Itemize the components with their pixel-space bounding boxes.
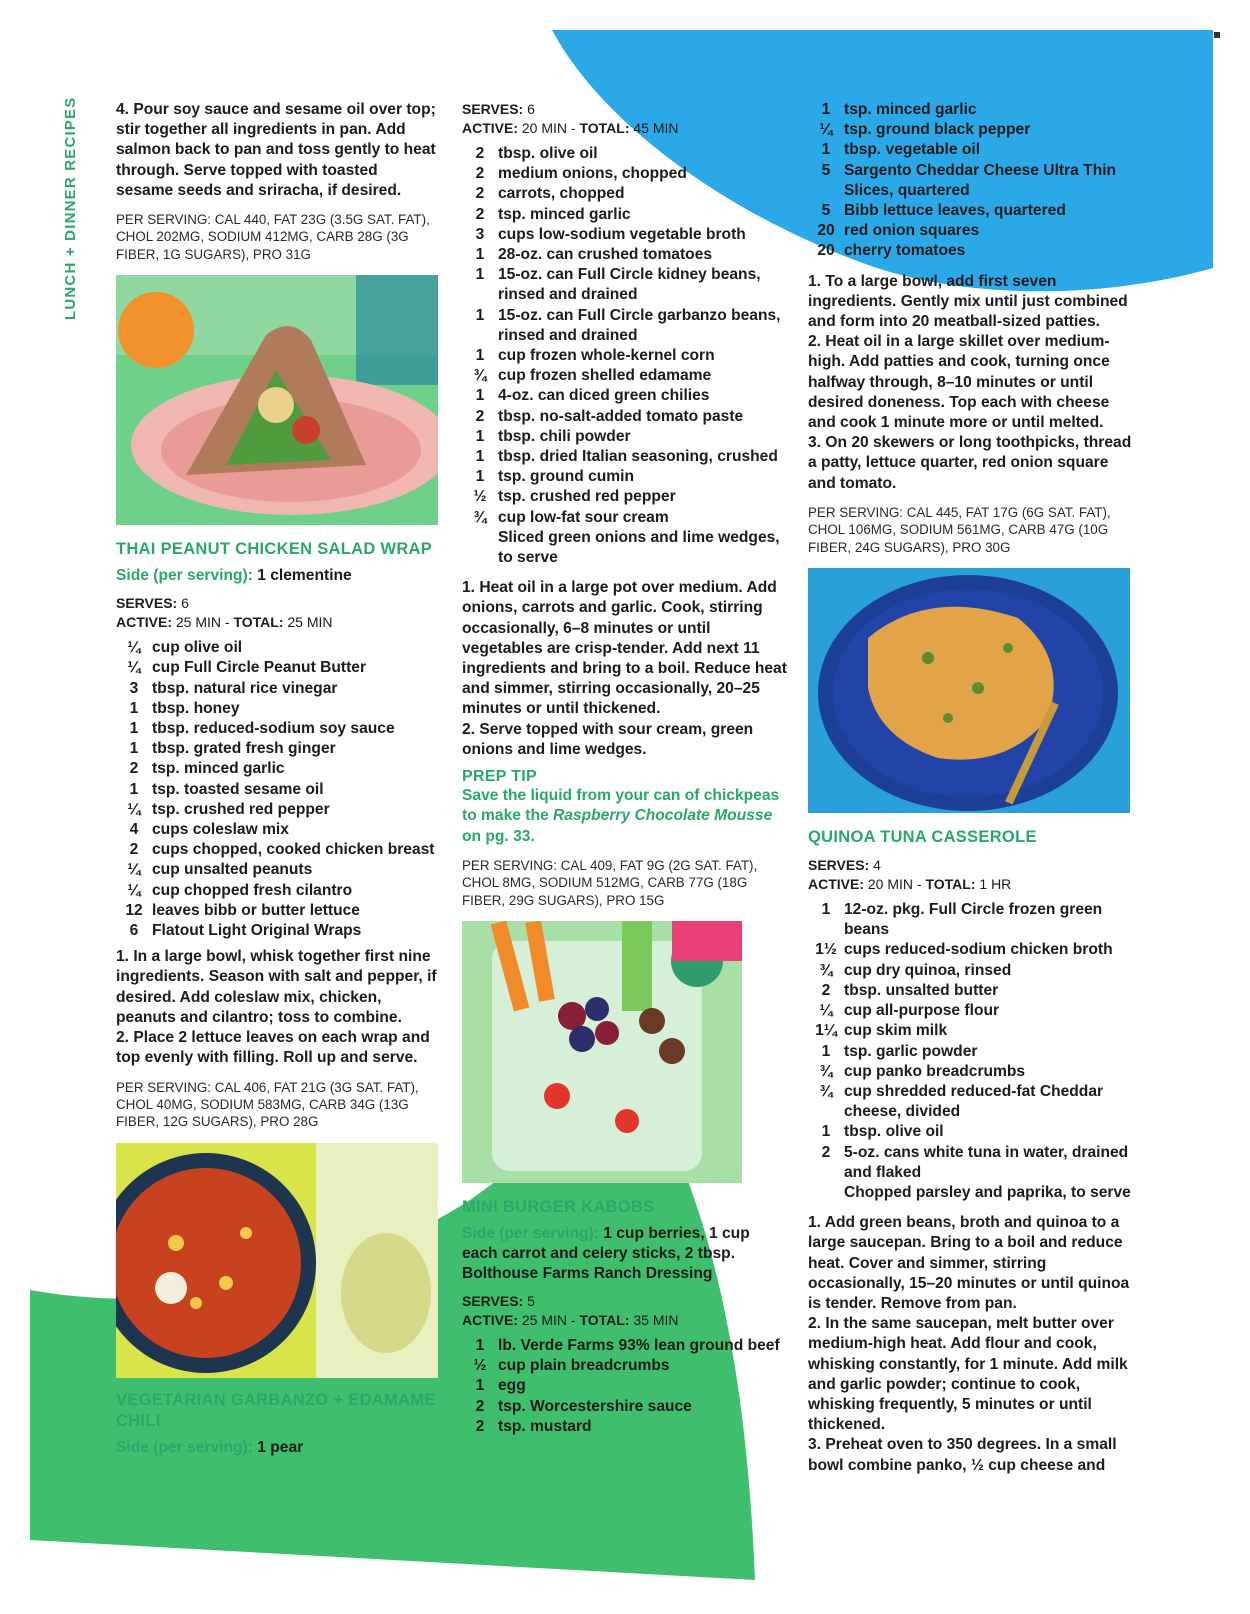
chili-ingredients [462, 144, 788, 568]
ingredient: 1 cup frozen whole-kernel corn [475, 347, 715, 365]
ingredient: 2 medium onions, chopped [475, 165, 687, 183]
ingredient: 5 Sargento Cheddar Cheese Ultra Thin Slices, quartered [821, 161, 1117, 199]
casserole-ingredients [808, 900, 1138, 1203]
ingredient: ¾ cup low-fat sour cream [473, 508, 669, 526]
ingredient: Chopped parsley and paprika, to serve [844, 1183, 1131, 1201]
kabobs-title: MINI BURGER KABOBS [462, 1197, 655, 1216]
ingredient: ¼ tsp. ground black pepper [819, 121, 1031, 139]
ingredient: 20 red onion squares [817, 222, 980, 240]
ingredient: 1½ cups reduced-sodium chicken broth [815, 941, 1113, 959]
wrap-nutrition: PER SERVING: CAL 406, FAT 21G (3G SAT. FAT), CHOL 40MG, SODIUM 583MG, CARB 34G (13G FIBER, 12G SUGARS), PRO 28G [116, 1079, 419, 1130]
ingredient: 1 tsp. garlic powder [821, 1042, 978, 1060]
wrap-title: THAI PEANUT CHICKEN SALAD WRAP [116, 540, 433, 559]
ingredient: 1 egg [475, 1377, 526, 1395]
ingredient: ¾ cup dry quinoa, rinsed [819, 961, 1012, 979]
ingredient: 1 15-oz. can Full Circle kidney beans, rinsed and drained [475, 266, 761, 304]
kabobs-photo [462, 921, 742, 1183]
ingredient: 2 tsp. Worcestershire sauce [475, 1397, 692, 1415]
ingredient: 1 tbsp. chili powder [475, 427, 631, 445]
step: 1. Add green beans, broth and quinoa to a large saucepan. Bring to a boil and reduce heat. Cover and simmer, stirring occasionally, 15–20 minutes or until quinoa is tender. Remove from pan. [808, 1214, 1130, 1312]
wrap-photo [116, 275, 438, 525]
casserole-photo [808, 568, 1130, 813]
step: 1. Heat oil in a large pot over medium. Add onions, carrots and garlic. Cook, stirring occasionally, 6–8 minutes or until vegetables are crisp-tender. Add next 11 ingredients and bring to a boil. Reduce heat and simmer, stirring occasionally, 20–25 minutes or until thickened. [462, 579, 787, 718]
step: 3. Preheat oven to 350 degrees. In a small bowl combine panko, ½ cup cheese and [808, 1436, 1117, 1474]
kabobs-side: Side (per serving): 1 cup berries, 1 cup each carrot and celery sticks, 2 tbsp. Bolthouse Farms Ranch Dressing [462, 1224, 750, 1282]
ingredient: 5 Bibb lettuce leaves, quartered [821, 202, 1066, 220]
ingredient: ¼ cup Full Circle Peanut Butter [127, 659, 367, 677]
wrap-meta: SERVES: 6 ACTIVE: 25 MIN - TOTAL: 25 MIN [116, 595, 333, 631]
step: 1. In a large bowl, whisk together first nine ingredients. Season with salt and pepper, if desired. Add coleslaw mix, chicken, peanuts and cilantro; toss to combine. [116, 948, 437, 1026]
ingredient: 1¼ cup skim milk [815, 1022, 948, 1040]
ingredient: 20 cherry tomatoes [817, 242, 966, 260]
ingredient: 1 28-oz. can crushed tomatoes [475, 246, 713, 264]
prep-tip-text: Save the liquid from your can of chickpeas to make the Raspberry Chocolate Mousse on pg. 33. [462, 787, 780, 845]
ingredient: 6 Flatout Light Original Wraps [129, 922, 362, 940]
step: 2. Heat oil in a large skillet over medium-high. Add patties and cook, turning once halfway through, 8–10 minutes or until desired doneness. Top each with cheese and cook 1 minute more or until melted. [808, 333, 1110, 432]
chili-illustration [116, 1143, 438, 1378]
chili-photo [116, 1143, 438, 1378]
step: 2. Place 2 lettuce leaves on each wrap and top evenly with filling. Roll up and serve. [116, 1029, 430, 1067]
column-2 [462, 100, 788, 1437]
wrap-steps [116, 947, 438, 1068]
ingredient: ½ tsp. crushed red pepper [473, 488, 676, 506]
ingredient: 1 lb. Verde Farms 93% lean ground beef [475, 1336, 780, 1354]
intro-nutrition: PER SERVING: CAL 440, FAT 23G (3.5G SAT. FAT), CHOL 202MG, SODIUM 412MG, CARB 28G (3G FIBER, 1G SUGARS), PRO 31G [116, 212, 430, 262]
column-1 [116, 100, 438, 1458]
kabobs-nutrition: PER SERVING: CAL 445, FAT 17G (6G SAT. FAT), CHOL 106MG, SODIUM 561MG, CARB 47G (10G FIBER, 24G SUGARS), PRO 30G [808, 504, 1111, 555]
step: 3. On 20 skewers or long toothpicks, thread a patty, lettuce quarter, red onion square and tomato. [808, 434, 1132, 492]
casserole-steps [808, 1213, 1138, 1476]
ingredient: 1 12-oz. pkg. Full Circle frozen green beans [821, 901, 1103, 939]
ingredient: ¼ tsp. crushed red pepper [127, 800, 330, 818]
kabobs-ingredients-cont [808, 100, 1138, 262]
ingredient: 2 tbsp. olive oil [475, 145, 598, 162]
section-label: LUNCH + DINNER RECIPES [62, 96, 79, 320]
ingredient: 1 tbsp. honey [129, 699, 240, 717]
ingredient: 1 tsp. minced garlic [821, 101, 977, 118]
chili-meta: SERVES: 6 ACTIVE: 20 MIN - TOTAL: 45 MIN [462, 101, 679, 136]
prep-tip-title: PREP TIP [462, 768, 538, 786]
chili-nutrition: PER SERVING: CAL 409, FAT 9G (2G SAT. FAT), CHOL 8MG, SODIUM 512MG, CARB 77G (18G FIBER, 29G SUGARS), PRO 15G [462, 857, 758, 908]
ingredient: 2 tbsp. unsalted butter [821, 981, 999, 999]
ingredient: ¾ cup frozen shelled edamame [473, 367, 712, 385]
ingredient: ¼ cup all-purpose flour [819, 1002, 1000, 1020]
ingredient: 1 15-oz. can Full Circle garbanzo beans, rinsed and drained [475, 306, 781, 344]
ingredient: 1 tsp. ground cumin [475, 468, 635, 486]
ingredient: 3 cups low-sodium vegetable broth [475, 225, 746, 243]
ingredient: ¼ cup chopped fresh cilantro [127, 881, 353, 899]
ingredient: 1 4-oz. can diced green chilies [475, 387, 710, 405]
ingredient: ¾ cup shredded reduced-fat Cheddar cheese, divided [819, 1082, 1104, 1121]
kabobs-steps [808, 272, 1138, 494]
ingredient: ½ cup plain breadcrumbs [473, 1357, 670, 1375]
ingredient: ¼ cup unsalted peanuts [127, 861, 313, 879]
kabobs-meta: SERVES: 5 ACTIVE: 25 MIN - TOTAL: 35 MIN [462, 1292, 679, 1328]
ingredient: 1 tsp. toasted sesame oil [129, 780, 324, 798]
step: 2. Serve topped with sour cream, green onions and lime wedges. [462, 720, 754, 758]
intro-step: 4. Pour soy sauce and sesame oil over top; stir together all ingredients in pan. Add salmon back to pan and toss gently to heat through. Serve topped with toasted sesame seeds and sriracha, if desired. [116, 101, 436, 199]
ingredient: 2 cups chopped, cooked chicken breast [129, 841, 435, 859]
ingredient: 4 cups coleslaw mix [129, 821, 289, 839]
casserole-meta: SERVES: 4 ACTIVE: 20 MIN - TOTAL: 1 HR [808, 857, 1012, 893]
ingredient: 2 tbsp. no-salt-added tomato paste [475, 407, 744, 425]
ingredient: 2 tsp. minced garlic [129, 760, 285, 778]
ingredient: 3 tbsp. natural rice vinegar [129, 679, 338, 697]
mousse-link[interactable]: Raspberry Chocolate Mousse [553, 807, 773, 825]
wrap-side: Side (per serving): 1 clementine [116, 567, 352, 585]
wrap-illustration [116, 275, 438, 525]
ingredient: 2 carrots, chopped [475, 185, 625, 203]
step: 2. In the same saucepan, melt butter over medium-high heat. Add flour and cook, whisking constantly, for 1 minute. Add milk and garlic powder; continue to cook, whisking frequently, 5 minutes or until thickened. [808, 1315, 1128, 1434]
chili-steps [462, 578, 788, 760]
ingredient: 1 tbsp. vegetable oil [821, 141, 981, 159]
ingredient: 12 leaves bibb or butter lettuce [125, 901, 360, 919]
chili-side: Side (per serving): 1 pear [116, 1438, 304, 1456]
kabobs-ingredients [462, 1336, 788, 1437]
ingredient: 2 5-oz. cans white tuna in water, drained and flaked [821, 1143, 1129, 1181]
ingredient: ¾ cup panko breadcrumbs [819, 1062, 1026, 1080]
ingredient: ¼ cup olive oil [127, 639, 243, 657]
casserole-illustration [808, 568, 1130, 813]
chili-title: VEGETARIAN GARBANZO + EDAMAME CHILI [116, 1390, 436, 1430]
corner-mark [1214, 32, 1220, 38]
ingredient: 1 tbsp. dried Italian seasoning, crushed [475, 448, 778, 466]
step: 1. To a large bowl, add first seven ingredients. Gently mix until just combined and form into 20 meatball-sized patties. [808, 272, 1128, 331]
ingredient: 1 tbsp. olive oil [821, 1123, 944, 1141]
casserole-title: QUINOA TUNA CASSEROLE [808, 828, 1037, 847]
ingredient: 1 tbsp. reduced-sodium soy sauce [129, 720, 395, 738]
ingredient: 2 tsp. minced garlic [475, 205, 631, 223]
ingredient: 2 tsp. mustard [475, 1417, 592, 1435]
column-3 [808, 100, 1138, 1476]
wrap-ingredients [116, 638, 438, 941]
ingredient: 1 tbsp. grated fresh ginger [129, 740, 336, 758]
ingredient: Sliced green onions and lime wedges, to serve [498, 528, 780, 567]
kabobs-illustration [462, 921, 742, 1183]
